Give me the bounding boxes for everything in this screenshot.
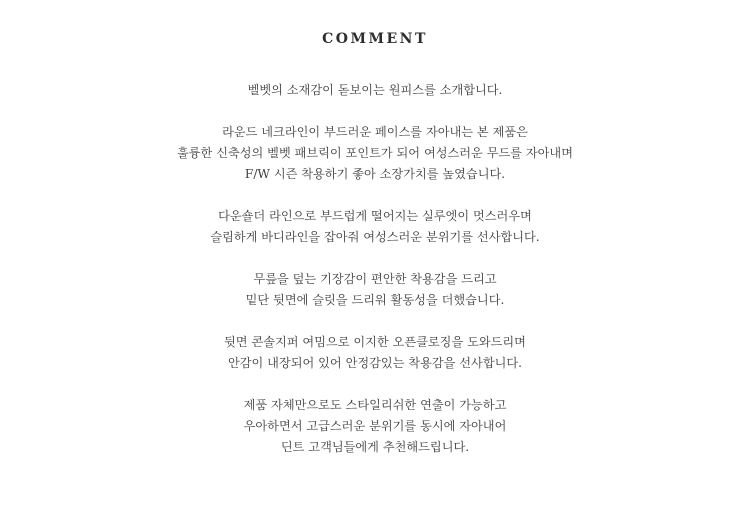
text-line: F/W 시즌 착용하기 좋아 소장가치를 높였습니다. bbox=[244, 167, 506, 181]
paragraph-fabric bbox=[0, 122, 750, 185]
paragraph-silhouette bbox=[0, 206, 750, 248]
text-line: 훌륭한 신축성의 벨벳 패브릭이 포인트가 되어 여성스러운 무드를 자아내며 bbox=[177, 146, 573, 160]
text-line: 벨벳의 소재감이 돋보이는 원피스를 소개합니다. bbox=[247, 83, 503, 97]
text-line: 슬림하게 바디라인을 잡아줘 여성스러운 분위기를 선사합니다. bbox=[210, 230, 540, 244]
text-line: 뒷면 콘솔지퍼 여밈으로 이지한 오픈클로징을 도와드리며 bbox=[224, 335, 526, 349]
paragraph-closure bbox=[0, 332, 750, 374]
text-line: 라운드 네크라인이 부드러운 페이스를 자아내는 본 제품은 bbox=[222, 125, 528, 139]
text-line: 딘트 고객님들에게 추천해드립니다. bbox=[280, 440, 470, 454]
paragraph-intro bbox=[0, 80, 750, 101]
paragraph-recommend bbox=[0, 395, 750, 458]
section-title: COMMENT bbox=[322, 31, 428, 47]
comment-body bbox=[0, 80, 750, 479]
text-line: 제품 자체만으로도 스타일리쉬한 연출이 가능하고 bbox=[243, 398, 507, 412]
text-line: 안감이 내장되어 있어 안정감있는 착용감을 선사합니다. bbox=[227, 356, 523, 370]
text-line: 무릎을 덮는 기장감이 편안한 착용감을 드리고 bbox=[253, 272, 497, 286]
text-line: 밑단 뒷면에 슬릿을 드리워 활동성을 더했습니다. bbox=[245, 293, 505, 307]
text-line: 다운숄더 라인으로 부드럽게 떨어지는 실루엣이 멋스러우며 bbox=[218, 209, 532, 223]
text-line: 우아하면서 고급스러운 분위기를 동시에 자아내어 bbox=[243, 419, 507, 433]
paragraph-length bbox=[0, 269, 750, 311]
